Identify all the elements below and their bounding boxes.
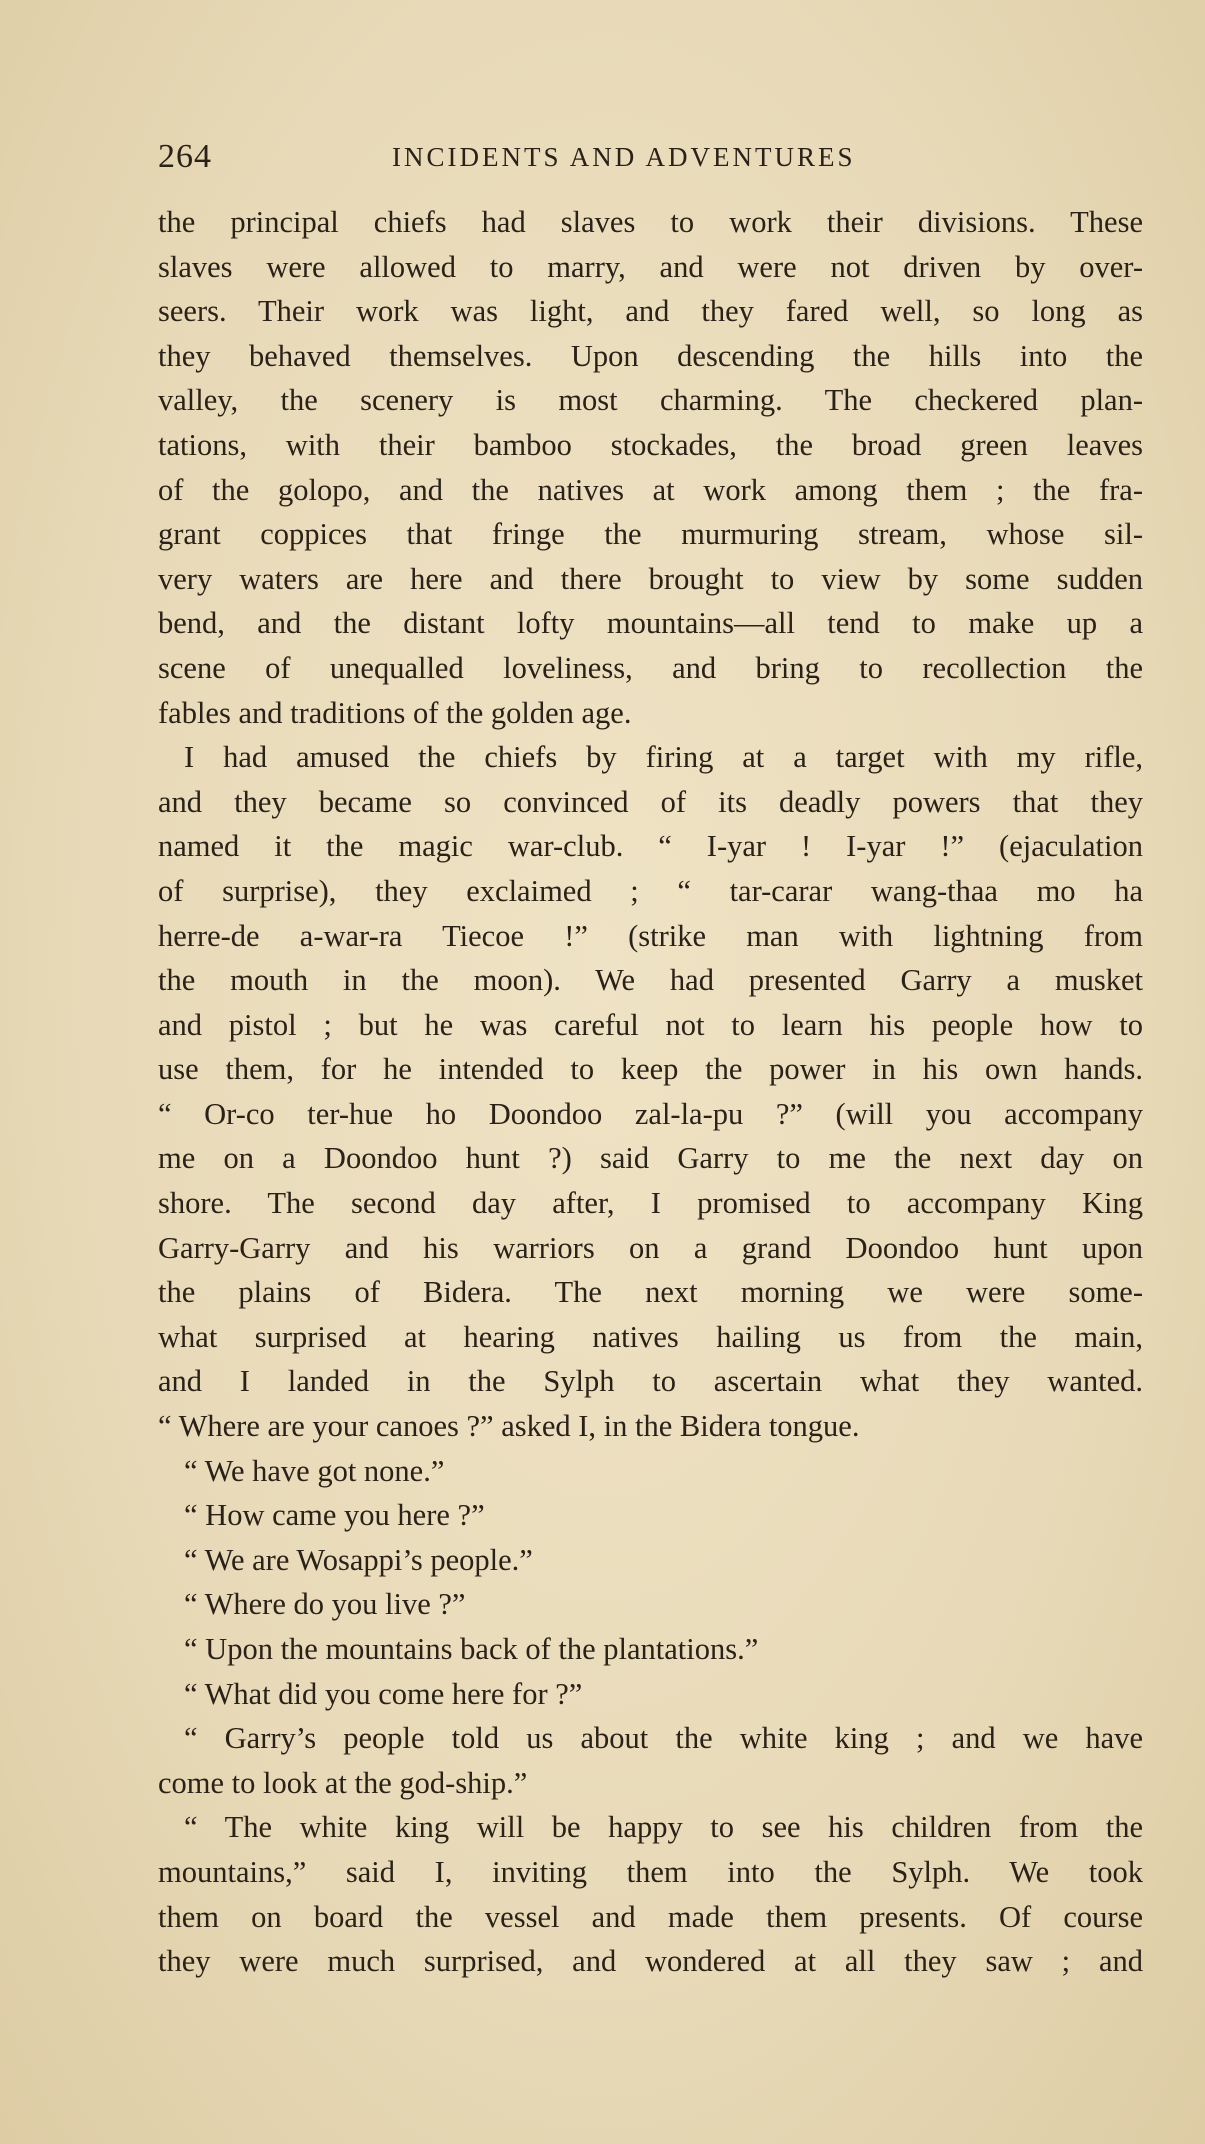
text-line: them on board the vessel and made them presents. Of course — [158, 1899, 1143, 1934]
text-line: “ The white king will be happy to see his children from the — [184, 1810, 1143, 1845]
text-line: tations, with their bamboo stockades, the broad green leaves — [158, 427, 1143, 462]
text-line: valley, the scenery is most charming. The checkered plan- — [158, 383, 1143, 418]
running-head — [158, 138, 1143, 178]
text-line: they were much surprised, and wondered at all they saw ; and — [158, 1944, 1143, 1979]
text-line: “ Upon the mountains back of the plantations.” — [184, 1632, 759, 1666]
text-line: of surprise), they exclaimed ; “ tar-carar wang-thaa mo ha — [158, 873, 1143, 908]
text-line: come to look at the god-ship.” — [158, 1765, 528, 1800]
text-line: Garry-Garry and his warriors on a grand Doondoo hunt upon — [158, 1230, 1143, 1265]
page-number: 264 — [158, 138, 212, 175]
running-title: INCIDENTS AND ADVENTURES — [392, 142, 856, 172]
text-line: and pistol ; but he was careful not to learn his people how to — [158, 1007, 1143, 1042]
text-line: “ Where are your canoes ?” asked I, in the Bidera tongue. — [158, 1409, 860, 1444]
text-line: the mouth in the moon). We had presented Garry a musket — [158, 963, 1143, 998]
text-line: grant coppices that fringe the murmuring stream, whose sil- — [158, 517, 1143, 552]
body-text — [158, 200, 1143, 1984]
text-line: “ What did you come here for ?” — [184, 1676, 583, 1711]
text-line: fables and traditions of the golden age. — [158, 695, 632, 730]
text-line: the plains of Bidera. The next morning we were some- — [158, 1275, 1143, 1310]
text-line: herre-de a-war-ra Tiecoe !” (strike man with lightning from — [158, 918, 1143, 953]
text-line: me on a Doondoo hunt ?) said Garry to me the next day on — [158, 1141, 1143, 1176]
text-line: use them, for he intended to keep the power in his own hands. — [158, 1052, 1143, 1087]
text-line: “ Where do you live ?” — [184, 1587, 466, 1622]
text-line: the principal chiefs had slaves to work their divisions. These — [158, 205, 1143, 239]
text-line: mountains,” said I, inviting them into the Sylph. We took — [158, 1854, 1143, 1889]
text-line: named it the magic war-club. “ I-yar ! I-yar !” (ejaculation — [158, 829, 1143, 864]
text-line: “ Or-co ter-hue ho Doondoo zal-la-pu ?” (will you accompany — [158, 1096, 1143, 1131]
text-line: and I landed in the Sylph to ascertain what they wanted. — [158, 1364, 1143, 1399]
text-line: and they became so convinced of its deadly powers that they — [158, 784, 1143, 819]
text-line: slaves were allowed to marry, and were not driven by over- — [158, 249, 1143, 284]
text-line: “ Garry’s people told us about the white king ; and we have — [184, 1721, 1143, 1756]
text-line: of the golopo, and the natives at work among them ; the fra- — [158, 472, 1143, 507]
text-line: seers. Their work was light, and they fared well, so long as — [158, 294, 1143, 329]
text-line: bend, and the distant lofty mountains—all tend to make up a — [158, 606, 1143, 641]
text-line: “ We are Wosappi’s people.” — [184, 1542, 533, 1577]
text-line: what surprised at hearing natives hailing us from the main, — [158, 1319, 1143, 1354]
text-line: shore. The second day after, I promised to accompany King — [158, 1186, 1143, 1221]
text-line: I had amused the chiefs by firing at a target with my rifle, — [184, 740, 1143, 775]
text-line: “ How came you here ?” — [184, 1498, 485, 1533]
text-line: very waters are here and there brought to view by some sudden — [158, 561, 1143, 596]
text-line: they behaved themselves. Upon descending the hills into the — [158, 338, 1143, 373]
text-line: “ We have got none.” — [184, 1453, 445, 1488]
text-line: scene of unequalled loveliness, and bring to recollection the — [158, 650, 1143, 685]
